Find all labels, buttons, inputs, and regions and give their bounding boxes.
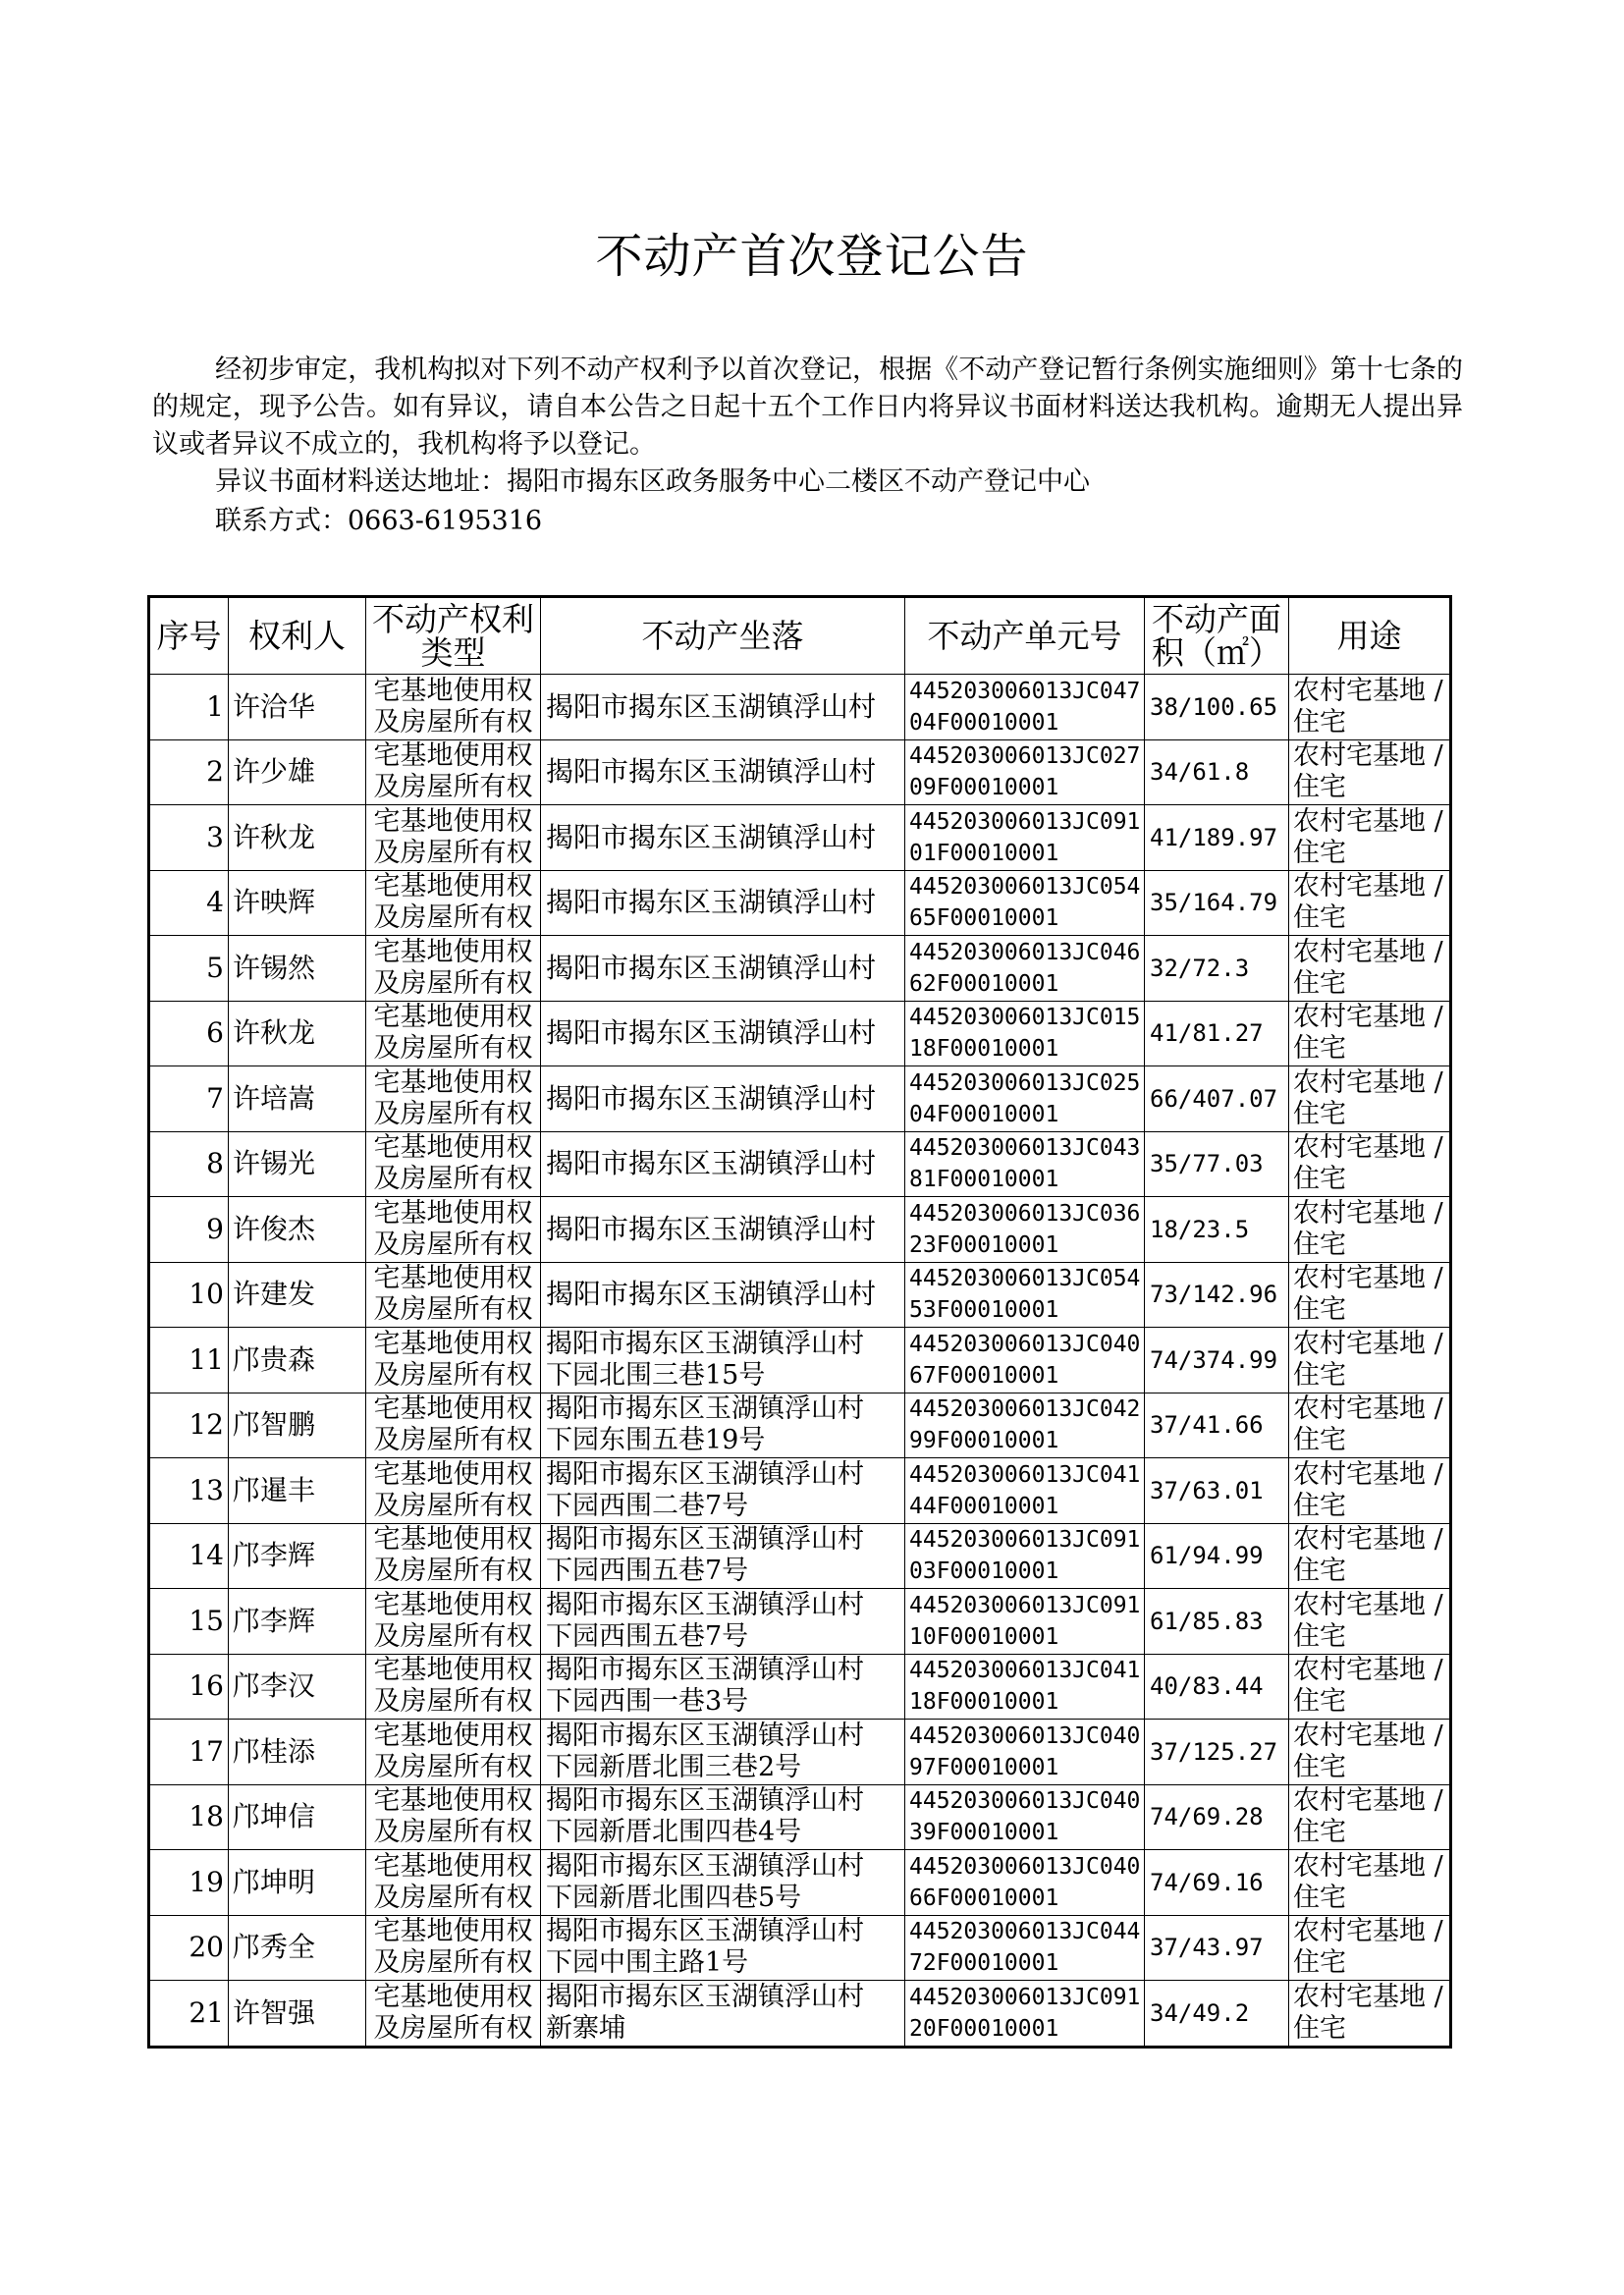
table-row [149,1197,1451,1263]
cell-owner: 许俊杰 [229,1197,366,1263]
cell-type: 宅基地使用权及房屋所有权 [366,1001,541,1066]
cell-use: 农村宅基地 / 住宅 [1289,936,1451,1002]
cell-unit-number: 445203006013JC09101F00010001 [905,805,1145,871]
cell-no: 21 [149,1981,229,2048]
header-no: 序号 [149,597,229,675]
cell-location [541,1850,905,1916]
cell-no: 6 [149,1001,229,1066]
cell-use: 农村宅基地 / 住宅 [1289,870,1451,936]
cell-no: 16 [149,1654,229,1720]
cell-area: 61/85.83 [1145,1589,1289,1655]
cell-location [541,1654,905,1720]
cell-use: 农村宅基地 / 住宅 [1289,1589,1451,1655]
location-line: 揭阳市揭东区玉湖镇浮山村 [546,820,877,853]
cell-no: 15 [149,1589,229,1655]
location-line: 揭阳市揭东区玉湖镇浮山村 [546,1016,877,1050]
cell-unit-number: 445203006013JC04144F00010001 [905,1458,1145,1524]
header-use: 用途 [1289,597,1451,675]
cell-unit-number: 445203006013JC05465F00010001 [905,870,1145,936]
location-line: 揭阳市揭东区玉湖镇浮山村 [546,755,877,789]
cell-unit-number: 445203006013JC09120F00010001 [905,1981,1145,2048]
cell-no: 3 [149,805,229,871]
cell-type: 宅基地使用权及房屋所有权 [366,1784,541,1850]
cell-location [541,936,905,1002]
cell-unit-number: 445203006013JC05453F00010001 [905,1262,1145,1328]
location-line: 揭阳市揭东区玉湖镇浮山村 [546,1524,864,1556]
cell-no: 17 [149,1720,229,1785]
cell-location [541,739,905,805]
cell-owner: 邝秀全 [229,1915,366,1981]
cell-unit-number: 445203006013JC04472F00010001 [905,1915,1145,1981]
location-line: 揭阳市揭东区玉湖镇浮山村 [546,1916,864,1947]
cell-area: 37/125.27 [1145,1720,1289,1785]
cell-unit-number: 445203006013JC04097F00010001 [905,1720,1145,1785]
cell-no: 20 [149,1915,229,1981]
cell-type: 宅基地使用权及房屋所有权 [366,1981,541,2048]
cell-area: 74/69.28 [1145,1784,1289,1850]
cell-use: 农村宅基地 / 住宅 [1289,1197,1451,1263]
cell-owner: 许少雄 [229,739,366,805]
cell-owner: 邝贵森 [229,1328,366,1393]
intro-paragraph: 经初步审定，我机构拟对下列不动产权利予以首次登记，根据《不动产登记暂行条例实施细则》第十七条的的规定，现予公告。如有异议，请自本公告之日起十五个工作日内将异议书面材料送达我机构。逾期无人提出异议或者异议不成立的，我机构将予以登记。 [152,355,1463,460]
cell-use: 农村宅基地 / 住宅 [1289,1720,1451,1785]
cell-use: 农村宅基地 / 住宅 [1289,1066,1451,1132]
table-row [149,1981,1451,2048]
cell-area: 37/43.97 [1145,1915,1289,1981]
header-area: 不动产面积（㎡） [1145,597,1289,675]
header-location: 不动产坐落 [541,597,905,675]
cell-type: 宅基地使用权及房屋所有权 [366,1915,541,1981]
cell-type: 宅基地使用权及房屋所有权 [366,1131,541,1197]
cell-type: 宅基地使用权及房屋所有权 [366,675,541,740]
location-line: 揭阳市揭东区玉湖镇浮山村 [546,951,877,984]
table-row [149,1131,1451,1197]
table-row [149,739,1451,805]
location-line: 揭阳市揭东区玉湖镇浮山村 [546,1458,864,1490]
table-row [149,1262,1451,1328]
cell-type: 宅基地使用权及房屋所有权 [366,870,541,936]
cell-owner: 邝李汉 [229,1654,366,1720]
cell-owner: 许秋龙 [229,805,366,871]
cell-use: 农村宅基地 / 住宅 [1289,1393,1451,1458]
table-row [149,1915,1451,1981]
location-detail: 下园西围五巷7号 [546,1620,749,1652]
location-line: 揭阳市揭东区玉湖镇浮山村 [546,689,877,723]
location-line: 揭阳市揭东区玉湖镇浮山村 [546,1212,877,1245]
cell-location [541,1197,905,1263]
cell-area: 34/49.2 [1145,1981,1289,2048]
location-line: 揭阳市揭东区玉湖镇浮山村 [546,1785,864,1817]
cell-no: 12 [149,1393,229,1458]
cell-unit-number: 445203006013JC04662F00010001 [905,936,1145,1002]
cell-unit-number: 445203006013JC04118F00010001 [905,1654,1145,1720]
location-line: 揭阳市揭东区玉湖镇浮山村 [546,1278,877,1311]
location-line: 揭阳市揭东区玉湖镇浮山村 [546,1981,864,2012]
table-row [149,675,1451,740]
cell-use: 农村宅基地 / 住宅 [1289,1328,1451,1393]
location-line: 揭阳市揭东区玉湖镇浮山村 [546,1589,864,1620]
contact-info: 联系方式：0663-6195316 [215,506,543,536]
location-line: 揭阳市揭东区玉湖镇浮山村 [546,1147,877,1180]
cell-location [541,1589,905,1655]
cell-no: 1 [149,675,229,740]
cell-type: 宅基地使用权及房屋所有权 [366,1589,541,1655]
cell-type: 宅基地使用权及房屋所有权 [366,1850,541,1916]
cell-type: 宅基地使用权及房屋所有权 [366,1393,541,1458]
cell-area: 34/61.8 [1145,739,1289,805]
cell-location [541,1328,905,1393]
cell-unit-number: 445203006013JC03623F00010001 [905,1197,1145,1263]
cell-owner: 邝坤明 [229,1850,366,1916]
cell-location [541,1393,905,1458]
cell-use: 农村宅基地 / 住宅 [1289,805,1451,871]
cell-location [541,1720,905,1785]
cell-type: 宅基地使用权及房屋所有权 [366,936,541,1002]
cell-unit-number: 445203006013JC04704F00010001 [905,675,1145,740]
cell-owner: 邝坤信 [229,1784,366,1850]
cell-unit-number: 445203006013JC04381F00010001 [905,1131,1145,1197]
cell-use: 农村宅基地 / 住宅 [1289,1458,1451,1524]
cell-use: 农村宅基地 / 住宅 [1289,739,1451,805]
cell-no: 4 [149,870,229,936]
cell-owner: 许培嵩 [229,1066,366,1132]
cell-owner: 许映辉 [229,870,366,936]
table-row [149,936,1451,1002]
cell-use: 农村宅基地 / 住宅 [1289,1654,1451,1720]
cell-type: 宅基地使用权及房屋所有权 [366,1262,541,1328]
page-title: 不动产首次登记公告 [595,229,1029,284]
table-row [149,1328,1451,1393]
location-detail: 下园新厝北围三巷2号 [546,1751,802,1782]
cell-no: 11 [149,1328,229,1393]
cell-area: 40/83.44 [1145,1654,1289,1720]
table-row [149,1589,1451,1655]
cell-no: 8 [149,1131,229,1197]
cell-no: 18 [149,1784,229,1850]
location-line: 揭阳市揭东区玉湖镇浮山村 [546,886,877,919]
cell-use: 农村宅基地 / 住宅 [1289,1915,1451,1981]
location-detail: 新寨埔 [546,2012,625,2044]
location-line: 揭阳市揭东区玉湖镇浮山村 [546,1393,864,1425]
table-row [149,1654,1451,1720]
cell-type: 宅基地使用权及房屋所有权 [366,1720,541,1785]
cell-owner: 许秋龙 [229,1001,366,1066]
cell-owner: 邝桂添 [229,1720,366,1785]
cell-type: 宅基地使用权及房屋所有权 [366,1654,541,1720]
cell-no: 10 [149,1262,229,1328]
header-unit: 不动产单元号 [905,597,1145,675]
cell-area: 61/94.99 [1145,1523,1289,1589]
location-detail: 下园东围五巷19号 [546,1425,766,1456]
location-line: 揭阳市揭东区玉湖镇浮山村 [546,1328,864,1359]
cell-use: 农村宅基地 / 住宅 [1289,1262,1451,1328]
cell-use: 农村宅基地 / 住宅 [1289,1523,1451,1589]
cell-unit-number: 445203006013JC02504F00010001 [905,1066,1145,1132]
cell-owner: 邝李辉 [229,1523,366,1589]
cell-unit-number: 445203006013JC04066F00010001 [905,1850,1145,1916]
table-row [149,1784,1451,1850]
cell-location [541,1784,905,1850]
cell-use: 农村宅基地 / 住宅 [1289,1001,1451,1066]
table-row [149,1523,1451,1589]
header-owner: 权利人 [229,597,366,675]
location-detail: 下园西围二巷7号 [546,1490,749,1521]
cell-owner: 邝暹丰 [229,1458,366,1524]
cell-location [541,1066,905,1132]
cell-location [541,1523,905,1589]
cell-owner: 邝智鹏 [229,1393,366,1458]
cell-type: 宅基地使用权及房屋所有权 [366,1523,541,1589]
cell-owner: 许洽华 [229,675,366,740]
location-line: 揭阳市揭东区玉湖镇浮山村 [546,1850,864,1882]
cell-no: 9 [149,1197,229,1263]
cell-no: 7 [149,1066,229,1132]
cell-area: 73/142.96 [1145,1262,1289,1328]
cell-unit-number: 445203006013JC01518F00010001 [905,1001,1145,1066]
cell-unit-number: 445203006013JC02709F00010001 [905,739,1145,805]
registration-table [147,595,1452,2049]
cell-owner: 许智强 [229,1981,366,2048]
cell-unit-number: 445203006013JC09110F00010001 [905,1589,1145,1655]
cell-use: 农村宅基地 / 住宅 [1289,675,1451,740]
location-line: 揭阳市揭东区玉湖镇浮山村 [546,1720,864,1751]
table-row [149,1720,1451,1785]
cell-type: 宅基地使用权及房屋所有权 [366,1458,541,1524]
cell-location [541,870,905,936]
cell-area: 74/69.16 [1145,1850,1289,1916]
cell-area: 38/100.65 [1145,675,1289,740]
cell-no: 13 [149,1458,229,1524]
cell-area: 66/407.07 [1145,1066,1289,1132]
cell-unit-number: 445203006013JC04299F00010001 [905,1393,1145,1458]
cell-location [541,1001,905,1066]
cell-location [541,1262,905,1328]
location-detail: 下园新厝北围四巷4号 [546,1817,802,1848]
cell-unit-number: 445203006013JC09103F00010001 [905,1523,1145,1589]
cell-area: 37/63.01 [1145,1458,1289,1524]
cell-type: 宅基地使用权及房屋所有权 [366,805,541,871]
cell-area: 41/189.97 [1145,805,1289,871]
table-header-row [149,597,1451,675]
table-row [149,1001,1451,1066]
cell-no: 2 [149,739,229,805]
location-line: 揭阳市揭东区玉湖镇浮山村 [546,1655,864,1686]
cell-location [541,675,905,740]
cell-area: 35/164.79 [1145,870,1289,936]
location-detail: 下园西围一巷3号 [546,1686,749,1718]
cell-location [541,1915,905,1981]
cell-location [541,1458,905,1524]
cell-type: 宅基地使用权及房屋所有权 [366,1197,541,1263]
table-row [149,1850,1451,1916]
table-row [149,1458,1451,1524]
cell-type: 宅基地使用权及房屋所有权 [366,1328,541,1393]
cell-location [541,1131,905,1197]
cell-use: 农村宅基地 / 住宅 [1289,1131,1451,1197]
cell-location [541,1981,905,2048]
cell-unit-number: 445203006013JC04067F00010001 [905,1328,1145,1393]
cell-area: 18/23.5 [1145,1197,1289,1263]
cell-area: 35/77.03 [1145,1131,1289,1197]
table-row [149,1066,1451,1132]
location-detail: 下园西围五巷7号 [546,1556,749,1587]
cell-use: 农村宅基地 / 住宅 [1289,1850,1451,1916]
cell-owner: 邝李辉 [229,1589,366,1655]
table-row [149,870,1451,936]
cell-unit-number: 445203006013JC04039F00010001 [905,1784,1145,1850]
cell-area: 37/41.66 [1145,1393,1289,1458]
cell-no: 5 [149,936,229,1002]
location-detail: 下园中围主路1号 [546,1947,749,1979]
cell-owner: 许锡然 [229,936,366,1002]
location-detail: 下园新厝北围四巷5号 [546,1882,802,1913]
cell-use: 农村宅基地 / 住宅 [1289,1981,1451,2048]
cell-area: 32/72.3 [1145,936,1289,1002]
cell-area: 41/81.27 [1145,1001,1289,1066]
cell-use: 农村宅基地 / 住宅 [1289,1784,1451,1850]
objection-address: 异议书面材料送达地址：揭阳市揭东区政务服务中心二楼区不动产登记中心 [215,466,1090,497]
cell-type: 宅基地使用权及房屋所有权 [366,1066,541,1132]
cell-owner: 许锡光 [229,1131,366,1197]
location-line: 揭阳市揭东区玉湖镇浮山村 [546,1081,877,1115]
cell-location [541,805,905,871]
header-type: 不动产权利类型 [366,597,541,675]
cell-no: 19 [149,1850,229,1916]
cell-type: 宅基地使用权及房屋所有权 [366,739,541,805]
table-row [149,1393,1451,1458]
location-detail: 下园北围三巷15号 [546,1359,766,1391]
cell-owner: 许建发 [229,1262,366,1328]
cell-no: 14 [149,1523,229,1589]
table-row [149,805,1451,871]
cell-area: 74/374.99 [1145,1328,1289,1393]
